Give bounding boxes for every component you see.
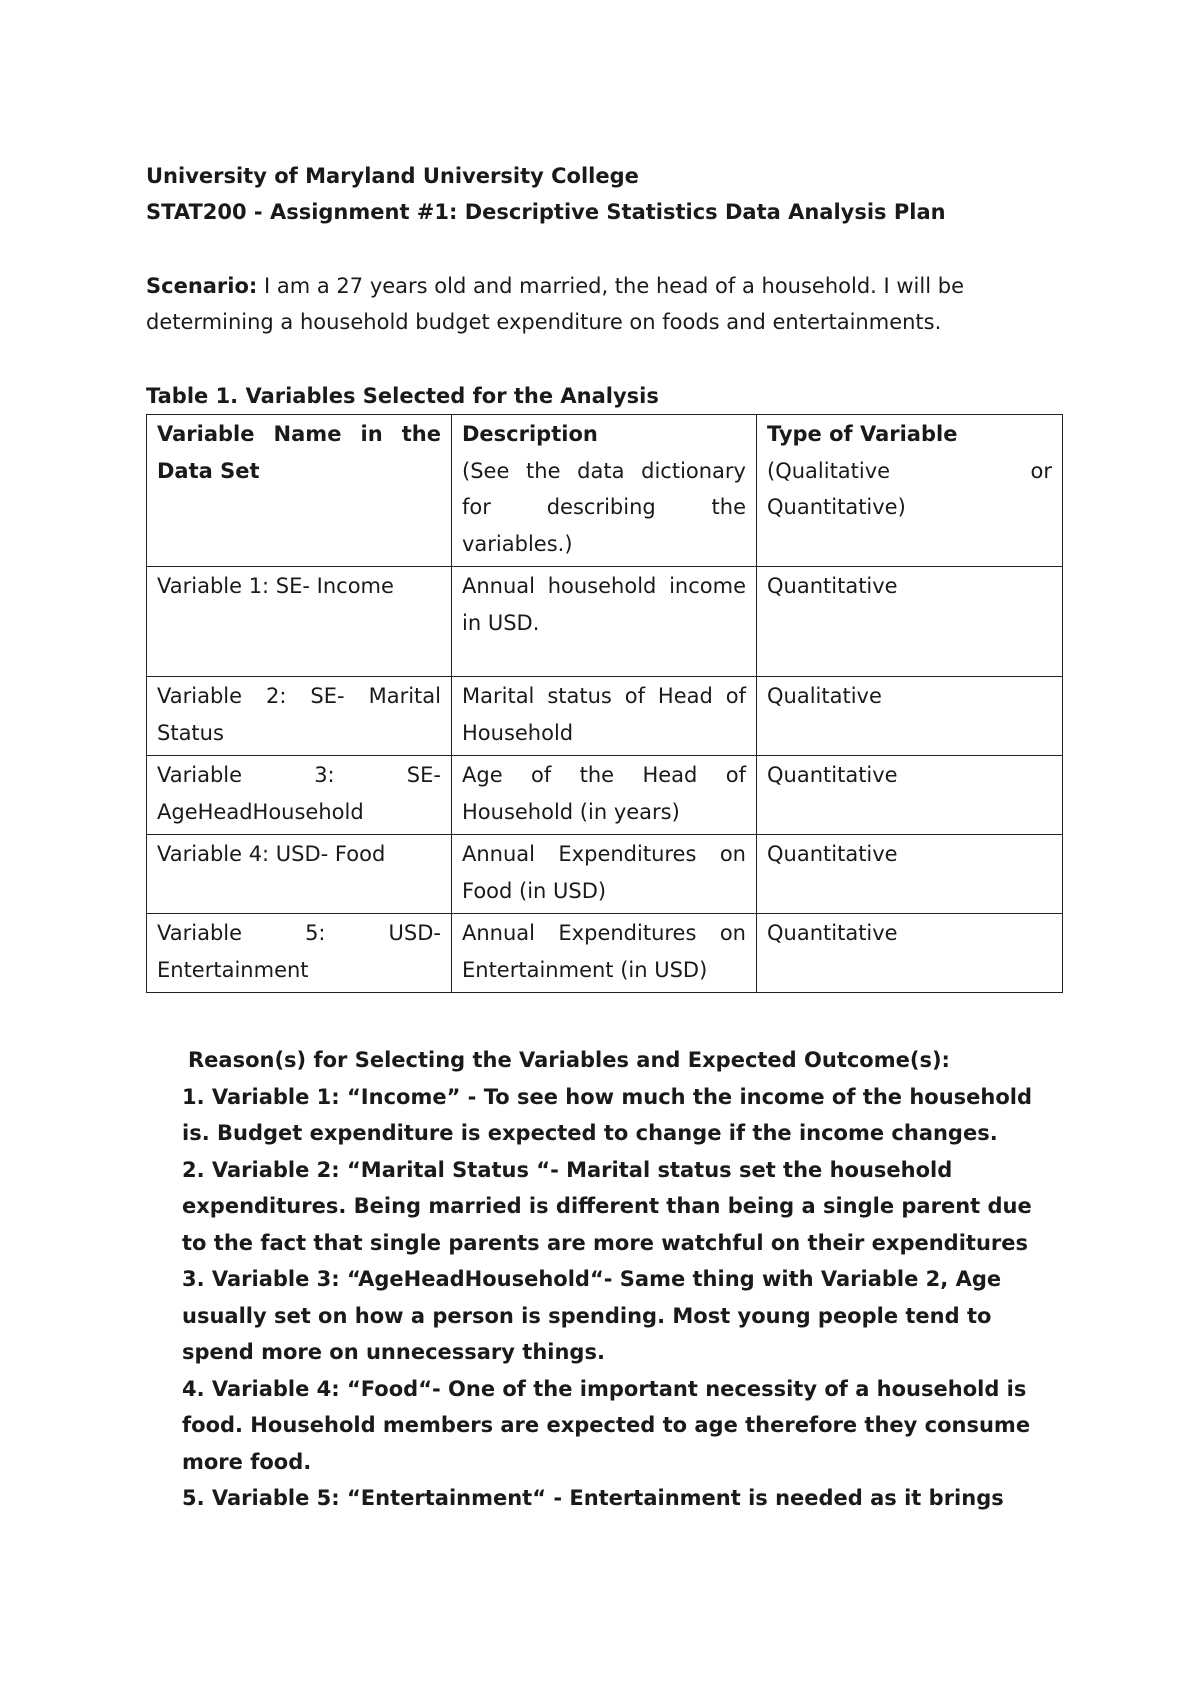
scenario-line-1 [146,268,964,304]
header-variable-name [147,415,452,567]
header-type-line-2: Quantitative) [767,495,906,519]
header-name-line-1: Variable Name in the [157,422,441,446]
table-row [147,835,1063,914]
variables-table [146,414,1063,993]
type-cell: Quantitative [757,914,1063,993]
table-row [147,914,1063,993]
type-cell: Quantitative [757,835,1063,914]
header-desc-title: Description [462,422,598,446]
reason-line: is. Budget expenditure is expected to change if the income changes. [182,1121,998,1145]
scenario-line-2: determining a household budget expenditure on foods and entertainments. [146,310,942,334]
header-desc-line-2: for describing the [462,495,746,519]
reasons-heading: Reason(s) for Selecting the Variables and Expected Outcome(s): [188,1048,950,1072]
header-type-line-1: (Qualitative or [767,458,1052,483]
scenario-text-1: I am a 27 years old and married, the head of a household. I will be [257,274,964,298]
description-cell: Age of the Head of Household (in years) [452,756,757,835]
variable-name-cell: Variable 3: SE- AgeHeadHousehold [147,756,452,835]
type-cell: Quantitative [757,756,1063,835]
reason-line: 4. Variable 4: “Food“- One of the important necessity of a household is [182,1376,1027,1401]
reason-line: spend more on unnecessary things. [182,1340,605,1364]
header-desc-line-3: variables.) [462,531,573,556]
type-cell: Qualitative [757,677,1063,756]
header-name-line-2: Data Set [157,458,260,483]
variable-name-cell: Variable 2: SE- Marital Status [147,677,452,756]
header-desc-line-1: (See the data dictionary [462,458,746,483]
variable-name-cell: Variable 1: SE- Income [147,567,452,677]
description-cell: Marital status of Head of Household [452,677,757,756]
table-row [147,677,1063,756]
table-row [147,756,1063,835]
reason-line: 5. Variable 5: “Entertainment“ - Entertainment is needed as it brings [182,1486,1004,1510]
table-header-row [147,415,1063,567]
reason-line: 1. Variable 1: “Income” - To see how much the income of the household [182,1084,1033,1109]
institution-title: University of Maryland University College [146,164,639,188]
header-description [452,415,757,567]
reason-line: more food. [182,1449,312,1474]
variable-name-cell: Variable 4: USD- Food [147,835,452,914]
description-cell: Annual Expenditures on Food (in USD) [452,835,757,914]
header-type [757,415,1063,567]
reasons-section [182,1042,1062,1517]
description-cell: Annual Expenditures on Entertainment (in USD) [452,914,757,993]
reason-line: 3. Variable 3: “AgeHeadHousehold“- Same thing with Variable 2, Age [182,1267,1002,1291]
assignment-title: STAT200 - Assignment #1: Descriptive Statistics Data Analysis Plan [146,200,946,224]
reason-line: usually set on how a person is spending. Most young people tend to [182,1303,992,1328]
variable-name-cell: Variable 5: USD- Entertainment [147,914,452,993]
type-cell: Quantitative [757,567,1063,677]
scenario-label: Scenario: [146,274,258,298]
description-cell: Annual household income in USD. [452,567,757,677]
header-type-title: Type of Variable [767,422,958,446]
reason-line: food. Household members are expected to age therefore they consume [182,1413,1031,1437]
table-row [147,567,1063,677]
reason-line: to the fact that single parents are more watchful on their expenditures [182,1230,1028,1255]
table-caption: Table 1. Variables Selected for the Analysis [146,384,659,408]
reason-line: 2. Variable 2: “Marital Status “- Marital status set the household [182,1157,953,1182]
reason-line: expenditures. Being married is different than being a single parent due [182,1194,1032,1218]
